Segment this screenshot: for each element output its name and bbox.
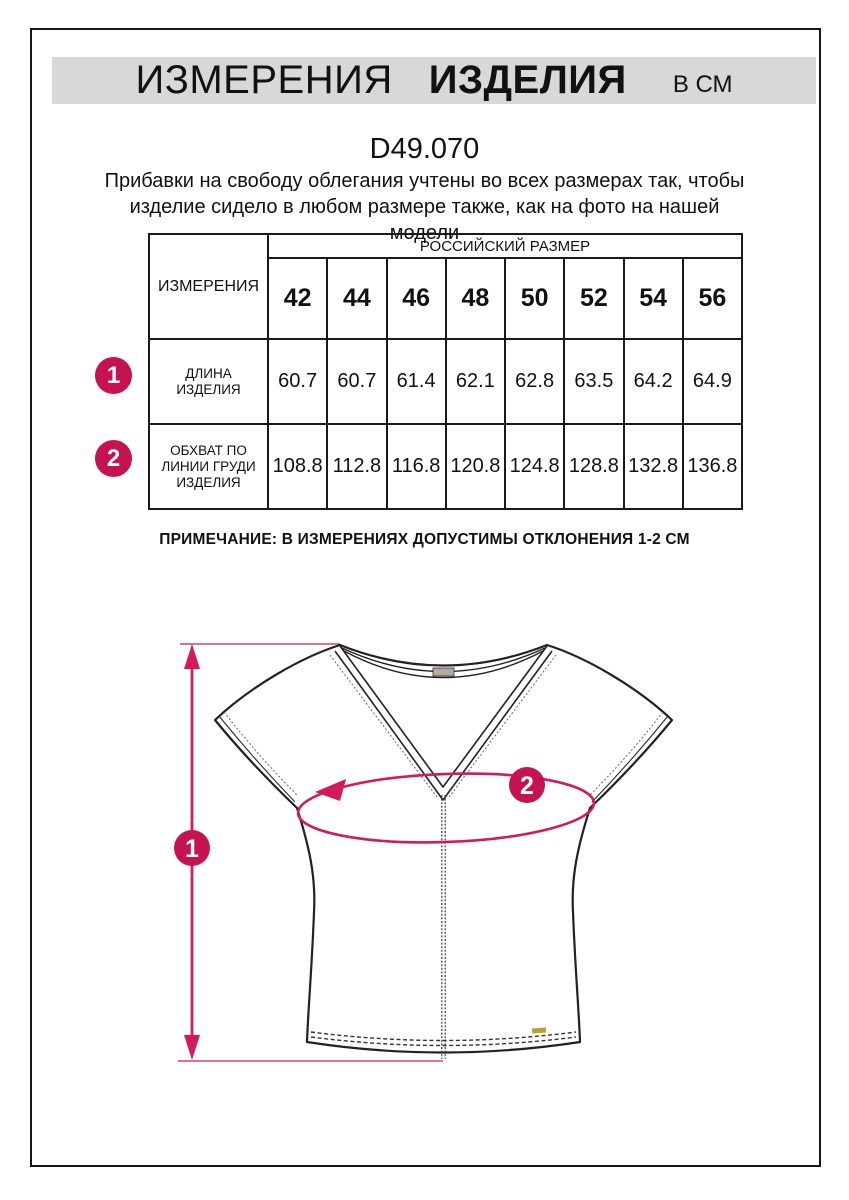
value-cell: 132.8 [624,424,683,509]
fit-description-line: Прибавки на свободу облегания учтены во всех размерах так, чтобы [104,170,745,192]
title-product: ИЗДЕЛИЯ [428,58,627,102]
size-header: 48 [446,258,505,339]
brand-label [532,1028,546,1034]
size-header: 44 [327,258,386,339]
arrowhead-down-icon [184,1035,200,1060]
table-corner-label: ИЗМЕРЕНИЯ [149,234,268,339]
value-cell: 108.8 [268,424,327,509]
row-label: ДЛИНА ИЗДЕЛИЯ [149,339,268,424]
value-cell: 63.5 [564,339,623,424]
size-header: 54 [624,258,683,339]
neck-label [433,668,454,676]
size-header: 52 [564,258,623,339]
fit-description-line: изделие сидело в любом размере также, как на фото на нашей [129,196,720,218]
row-marker-2: 2 [95,440,132,477]
size-header: 42 [268,258,327,339]
value-cell: 124.8 [505,424,564,509]
title-units: В СМ [672,70,733,98]
product-code: D49.070 [369,133,480,165]
garment-outline [215,645,672,1053]
row-label: ОБХВАТ ПО ЛИНИИ ГРУДИ ИЗДЕЛИЯ [149,424,268,509]
value-cell: 128.8 [564,424,623,509]
drawing-marker-1: 1 [185,835,199,863]
value-cell: 112.8 [327,424,386,509]
value-cell: 62.8 [505,339,564,424]
value-cell: 64.9 [683,339,742,424]
value-cell: 64.2 [624,339,683,424]
size-header: 56 [683,258,742,339]
value-cell: 136.8 [683,424,742,509]
arrowhead-up-icon [184,644,200,669]
row-marker-1: 1 [95,357,132,394]
value-cell: 116.8 [387,424,446,509]
size-group-header: РОССИЙСКИЙ РАЗМЕР [268,234,742,258]
value-cell: 61.4 [387,339,446,424]
value-cell: 120.8 [446,424,505,509]
fit-description-line: модели [389,222,460,244]
value-cell: 60.7 [268,339,327,424]
size-header: 50 [505,258,564,339]
title-measurements: ИЗМЕРЕНИЯ [135,58,393,102]
drawing-marker-2: 2 [520,772,534,800]
value-cell: 62.1 [446,339,505,424]
value-cell: 60.7 [327,339,386,424]
size-header: 46 [387,258,446,339]
tolerance-note: ПРИМЕЧАНИЕ: В ИЗМЕРЕНИЯХ ДОПУСТИМЫ ОТКЛОНЕНИЯ 1-2 СМ [159,531,690,548]
